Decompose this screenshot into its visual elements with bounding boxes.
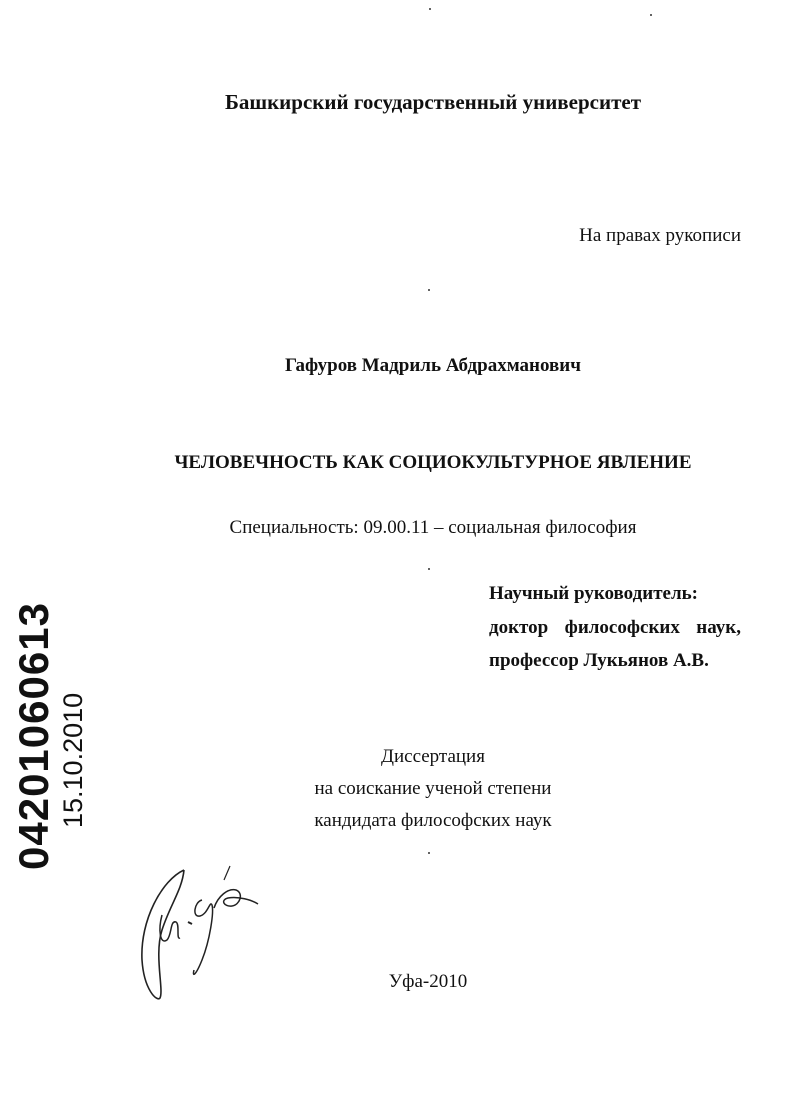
scan-speck [650, 14, 652, 16]
archive-stamp-date: 15.10.2010 [58, 692, 88, 828]
dissertation-degree: кандидата философских наук [314, 810, 552, 831]
dissertation-label: Диссертация [381, 746, 485, 767]
scan-speck [428, 852, 430, 854]
specialty-line: Специальность: 09.00.11 – социальная философия [229, 517, 637, 538]
scan-speck [428, 289, 430, 291]
handwritten-signature-icon [132, 860, 262, 1005]
author-name: Гафуров Мадриль Абдрахманович [285, 355, 581, 376]
manuscript-rights-note: На правах рукописи [579, 225, 741, 246]
scan-speck [428, 568, 430, 570]
city-year: Уфа-2010 [388, 971, 468, 992]
supervisor-heading: Научный руководитель: [489, 583, 698, 604]
dissertation-purpose: на соискание ученой степени [314, 778, 552, 799]
university-name: Башкирский государственный университет [224, 90, 642, 114]
dissertation-title: ЧЕЛОВЕЧНОСТЬ КАК СОЦИОКУЛЬТУРНОЕ ЯВЛЕНИЕ [174, 452, 692, 473]
scan-speck [429, 8, 431, 10]
archive-stamp-number: 04201060613 [10, 602, 57, 870]
supervisor-degree: доктор философских наук, [489, 617, 741, 638]
supervisor-name: профессор Лукьянов А.В. [489, 650, 709, 671]
